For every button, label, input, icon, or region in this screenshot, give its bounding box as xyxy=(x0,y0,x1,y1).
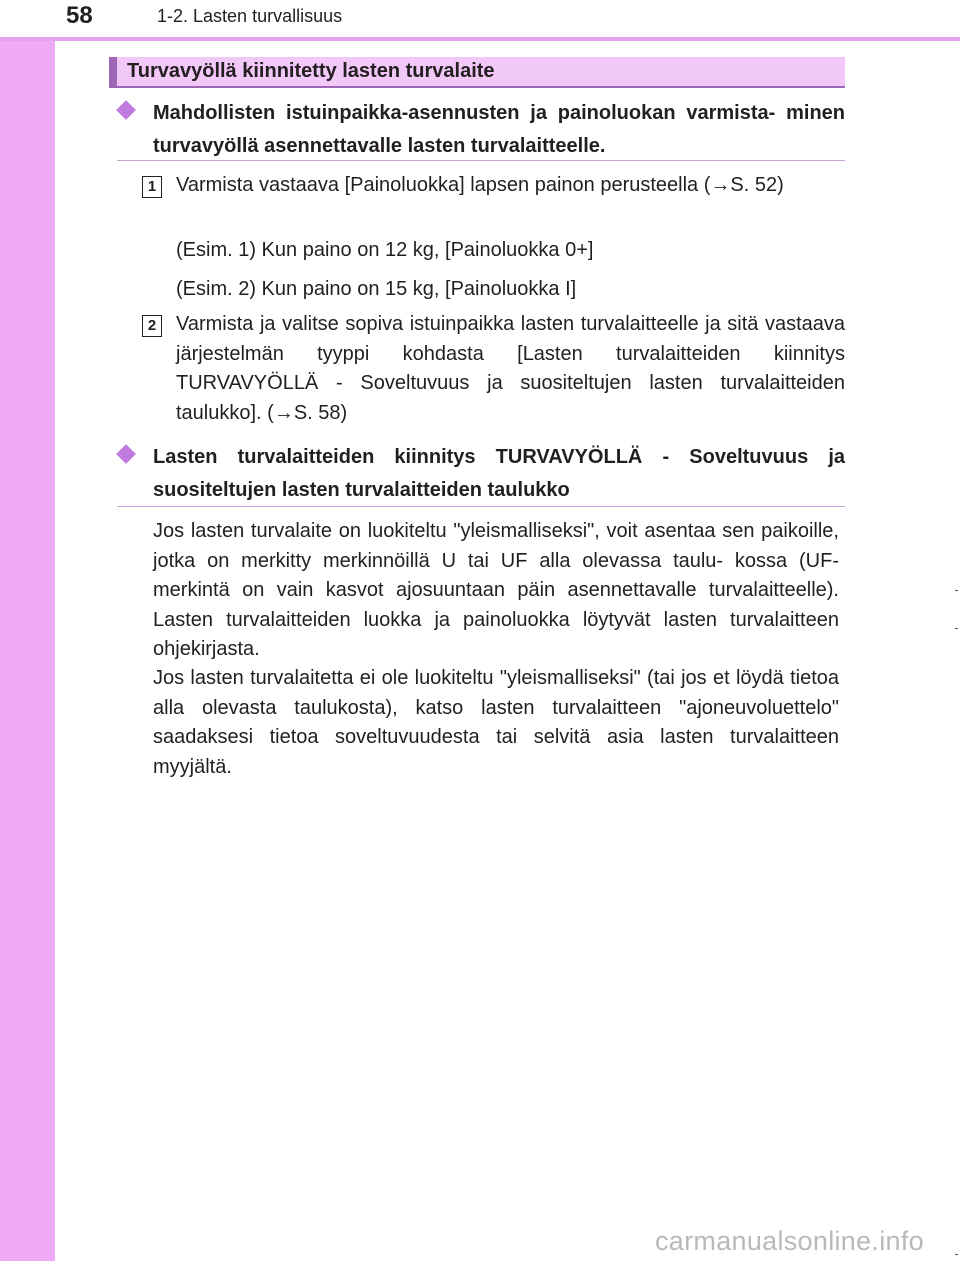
page-number: 58 xyxy=(66,2,93,29)
diamond-bullet-icon xyxy=(116,100,136,120)
section-title-bar xyxy=(109,57,845,88)
paragraph-2: Jos lasten turvalaitetta ei ole luokiteltu "yleismalliseksi" (tai jos et löydä tietoa alla olevasta taulukosta), katso lasten turvalaitteen "ajoneuvoluettelo" saadaksesi tietoa soveltuvuudesta tai selvitä asia lasten turvalaitteen myyjältä. xyxy=(153,667,839,778)
watermark: carmanualsonline.info xyxy=(655,1226,924,1256)
margin-mark xyxy=(955,1254,958,1255)
header-band xyxy=(0,0,960,37)
step-text: Varmista ja valitse sopiva istuinpaikka lasten turvalaitteelle ja sitä vastaava järjestelmän tyyppi kohdasta [Lasten turvalaitteiden kiinnitys TURVAVYÖLLÄ - Soveltuvuus ja suositeltujen lasten turvalaitteiden taulukko]. (→S. 58) xyxy=(176,313,845,424)
step-text: Varmista vastaava [Painoluokka] lapsen painon perusteella (→S. 52) xyxy=(176,174,784,196)
chapter-title: 1-2. Lasten turvallisuus xyxy=(157,6,343,26)
header-rule xyxy=(0,37,960,41)
subsection-heading-1 xyxy=(117,97,845,161)
side-color-strip xyxy=(0,0,55,1261)
subsection-heading-2 xyxy=(117,441,845,507)
step-2 xyxy=(142,310,845,428)
step-1 xyxy=(142,171,845,201)
subsection-title: Mahdollisten istuinpaikka-asennusten ja painoluokan varmista- minen turvavyöllä asennettavalle lasten turvalaitteelle. xyxy=(153,102,845,157)
example-2: (Esim. 2) Kun paino on 15 kg, [Painoluokka I] xyxy=(176,278,577,300)
subsection-title: Lasten turvalaitteiden kiinnitys TURVAVYÖLLÄ - Soveltuvuus ja suositeltujen lasten turvalaitteiden taulukko xyxy=(153,446,845,501)
example-1: (Esim. 1) Kun paino on 12 kg, [Painoluokka 0+] xyxy=(176,239,594,261)
margin-mark xyxy=(955,628,958,629)
step-number-box: 2 xyxy=(142,315,162,337)
margin-mark xyxy=(955,590,958,591)
section-title: Turvavyöllä kiinnitetty lasten turvalaite xyxy=(127,60,495,82)
paragraph-1: Jos lasten turvalaite on luokiteltu "yleismalliseksi", voit asentaa sen paikoille, jotka on merkitty merkinnöillä U tai UF alla olevassa taulu- kossa (UF-merkintä on vain kasvot ajosuuntaan päin asennettavalle turvalaitteelle). Lasten turvalaitteiden luokka ja painoluokka löytyvät lasten turvalaitteen ohjekirjasta. xyxy=(153,520,839,660)
diamond-bullet-icon xyxy=(116,444,136,464)
step-number-box: 1 xyxy=(142,176,162,198)
